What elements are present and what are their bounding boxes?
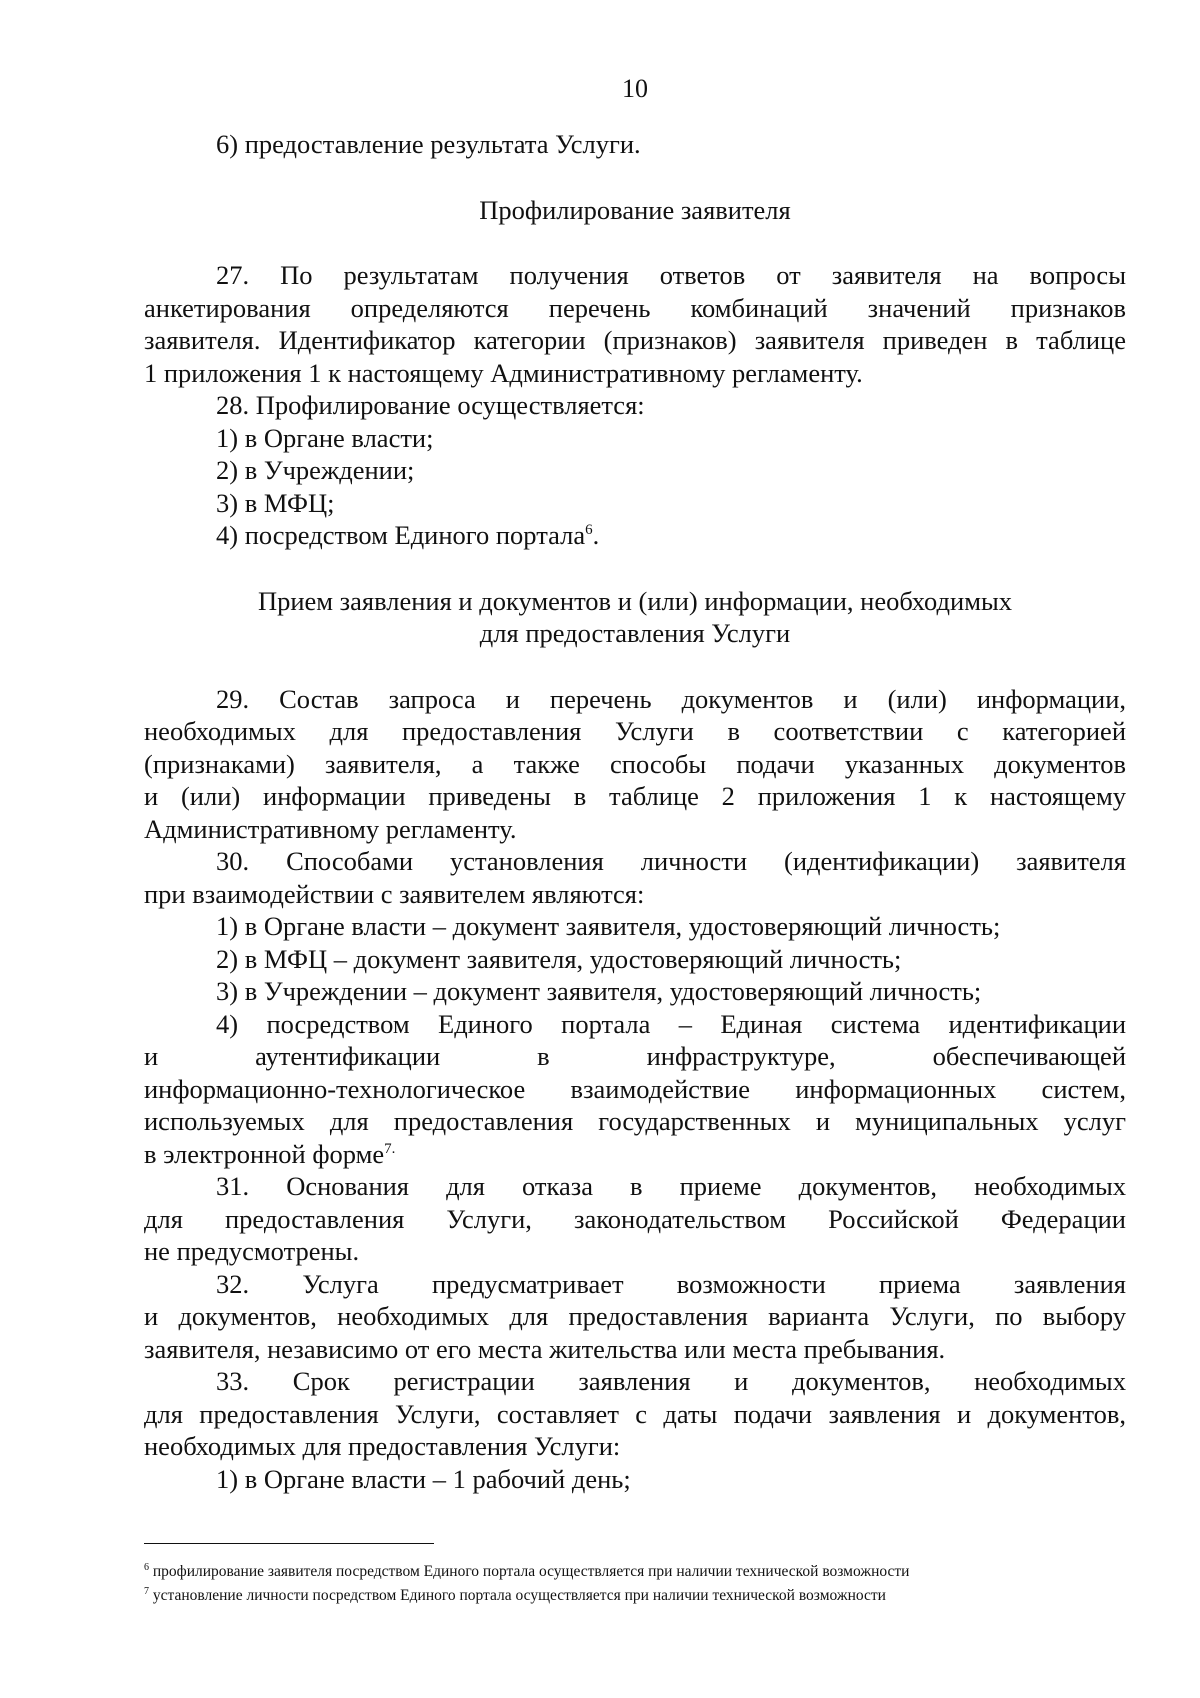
list-item: 1) в Органе власти; xyxy=(216,422,434,453)
list-item: 3) в Учреждении – документ заявителя, удостоверяющий личность; xyxy=(216,976,982,1006)
word: обеспечивающей xyxy=(932,1041,1126,1071)
word: в xyxy=(537,1041,550,1071)
paragraph-27-line: заявителя. Идентификатор категории (признаков) заявителя приведен в таблице xyxy=(144,325,1126,355)
footnote-mark: 6 xyxy=(144,1561,149,1573)
paragraph-27-line: анкетирования определяются перечень комбинаций значений признаков xyxy=(144,292,1126,323)
word: и xyxy=(144,1041,159,1071)
list-item-line xyxy=(144,1138,1126,1171)
list-item xyxy=(144,519,1126,552)
list-item-line: информационно-технологическое взаимодействие информационных систем, xyxy=(144,1073,1126,1104)
list-item: 4) посредством Единого портала – Единая система идентификации xyxy=(216,1008,1126,1039)
paragraph-29-line: (признаками) заявителя, а также способы подачи указанных документов xyxy=(144,748,1126,779)
list-item-text: 4) посредством Единого портала xyxy=(216,520,586,550)
list-item: 1) в Органе власти – документ заявителя, удостоверяющий личность; xyxy=(216,911,1001,941)
paragraph-29-line: Административному регламенту. xyxy=(144,813,517,844)
paragraph-32-line: заявителя, независимо от его места жительства или места пребывания. xyxy=(144,1333,946,1364)
footnote-mark: 6 xyxy=(585,522,593,539)
word: инфраструктуре, xyxy=(646,1041,836,1071)
footnote-mark: 7 xyxy=(144,1585,149,1597)
paragraph-33-line: для предоставления Услуги, составляет с даты подачи заявления и документов, xyxy=(144,1398,1126,1429)
paragraph-29-line: 29. Состав запроса и перечень документов и (или) информации, xyxy=(216,683,1126,714)
footnotes xyxy=(144,1560,1124,1608)
list-item: 3) в МФЦ; xyxy=(216,487,335,518)
list-item: 6) предоставление результата Услуги. xyxy=(216,129,641,159)
list-item: 1) в Органе власти – 1 рабочий день; xyxy=(216,1463,631,1494)
paragraph-33-line: 33. Срок регистрации заявления и документов, необходимых xyxy=(216,1366,1126,1396)
list-item-end: . xyxy=(592,520,600,550)
list-item-text: в электронной форме xyxy=(144,1138,385,1169)
paragraph-33-line: необходимых для предоставления Услуги: xyxy=(144,1431,621,1461)
list-item: 2) в Учреждении; xyxy=(216,455,415,485)
paragraph-29-line: и (или) информации приведены в таблице 2 приложения 1 к настоящему xyxy=(144,781,1126,811)
paragraph-31-line: для предоставления Услуги, законодательством Российской Федерации xyxy=(144,1203,1126,1234)
footnote-text: профилирование заявителя посредством Единого портала осуществляется при наличии технической возможности xyxy=(149,1563,910,1580)
document-body xyxy=(144,128,1126,1495)
section-heading: Профилирование заявителя xyxy=(479,194,791,225)
section-heading: Прием заявления и документов и (или) информации, необходимых xyxy=(257,585,1013,616)
paragraph-32-line: и документов, необходимых для предоставления варианта Услуги, по выбору xyxy=(144,1301,1126,1331)
section-heading: для предоставления Услуги xyxy=(479,618,791,648)
page-number: 10 xyxy=(622,74,648,103)
paragraph-30-line: 30. Способами установления личности (идентификации) заявителя xyxy=(216,846,1126,876)
word: аутентификации xyxy=(255,1041,441,1071)
list-item: 2) в МФЦ – документ заявителя, удостоверяющий личность; xyxy=(216,943,902,974)
footnote-text: установление личности посредством Единого портала осуществляется при наличии технической возможности xyxy=(149,1587,886,1604)
paragraph-27-line: 1 приложения 1 к настоящему Административному регламенту. xyxy=(144,357,863,388)
paragraph-32-line: 32. Услуга предусматривает возможности приема заявления xyxy=(216,1268,1126,1299)
paragraph-27-line: 27. По результатам получения ответов от заявителя на вопросы xyxy=(216,260,1126,290)
paragraph-28: 28. Профилирование осуществляется: xyxy=(216,390,645,420)
footnote xyxy=(144,1560,1124,1584)
footnote xyxy=(144,1584,1124,1608)
paragraph-31-line: 31. Основания для отказа в приеме документов, необходимых xyxy=(216,1171,1126,1201)
paragraph-30-line: при взаимодействии с заявителем являются: xyxy=(144,878,645,909)
list-item-line xyxy=(144,1040,1126,1073)
paragraph-31-line: не предусмотрены. xyxy=(144,1236,360,1266)
list-item-line: используемых для предоставления государственных и муниципальных услуг xyxy=(144,1106,1126,1136)
footnote-divider xyxy=(144,1543,434,1544)
paragraph-29-line: необходимых для предоставления Услуги в соответствии с категорией xyxy=(144,716,1126,746)
footnote-mark: 7. xyxy=(384,1140,396,1157)
